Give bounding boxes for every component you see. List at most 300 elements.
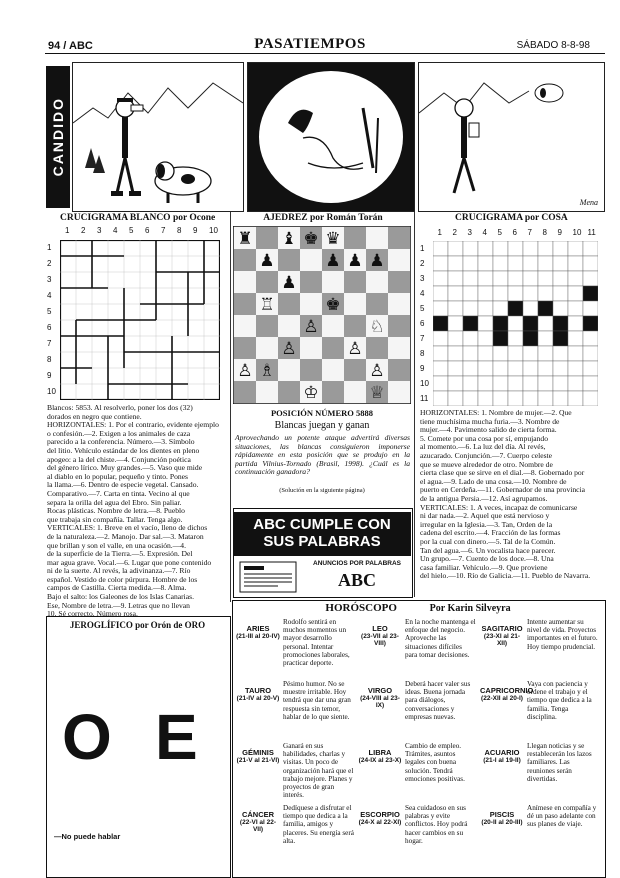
crossword-row-number: 5	[47, 307, 52, 316]
crossword-cell[interactable]	[478, 286, 493, 301]
crossword-cell[interactable]	[433, 301, 448, 316]
crossword-cell[interactable]	[538, 376, 553, 391]
crossword-cell[interactable]	[568, 361, 583, 376]
crossword-row-number: 11	[420, 393, 429, 403]
chess-square-dark[interactable]	[256, 271, 278, 293]
sign-dates: (21-IV al 20-V)	[236, 695, 280, 702]
chess-piece[interactable]: ♚	[325, 295, 341, 316]
sign-name: CÁNCER	[241, 810, 275, 819]
chess-square-dark[interactable]	[234, 293, 256, 315]
chess-square-light[interactable]	[388, 337, 410, 359]
crossword-cell[interactable]	[463, 376, 478, 391]
crossword-cell[interactable]	[463, 241, 478, 256]
sign-forecast: Anímese en compañía y dé un paso adelante con sus planes de viaje.	[527, 804, 597, 829]
chess-square-dark[interactable]	[344, 359, 366, 381]
clue-line: campos de Castilla. Cierta medida.—8. Alma.	[47, 583, 187, 593]
crossword-cell[interactable]	[448, 346, 463, 361]
crossword-cell[interactable]	[583, 346, 598, 361]
sign-heading	[358, 804, 402, 864]
crossword-row-number: 1	[420, 243, 425, 253]
crossword-cell[interactable]	[478, 256, 493, 271]
crossword-cell[interactable]	[583, 271, 598, 286]
chess-square-light[interactable]	[366, 271, 388, 293]
crossword-cell[interactable]	[433, 391, 448, 406]
clue-line: Rocas plásticas. Nombre de letra.—8. Pueblo	[47, 506, 185, 516]
crossword-cell[interactable]	[463, 256, 478, 271]
chess-square-dark[interactable]	[278, 293, 300, 315]
chess-square-light[interactable]	[344, 293, 366, 315]
comic-panel-3	[418, 62, 605, 212]
crossword-cell[interactable]	[478, 331, 493, 346]
abc-ad-tag: ANUNCIOS POR PALABRAS	[313, 560, 401, 567]
clue-line: 10. Sé correcto. Número rosa.	[47, 609, 138, 619]
crossword-row-number: 5	[420, 303, 425, 313]
chess-square-light[interactable]	[300, 293, 322, 315]
crossword-left-clues	[47, 404, 228, 619]
sign-dates: (22-XII al 20-I)	[481, 695, 523, 702]
crossword-cell[interactable]	[508, 376, 523, 391]
chess-square-light[interactable]	[300, 249, 322, 271]
chess-square-dark[interactable]	[234, 249, 256, 271]
clue-line: Un grupo.—7. Cuento de los doce.—8. Una	[420, 554, 554, 564]
crossword-row-number: 4	[47, 291, 52, 300]
chess-square-light[interactable]	[256, 381, 278, 403]
crossword-row-number: 2	[420, 258, 425, 268]
crossword-cell[interactable]	[433, 361, 448, 376]
crossword-cell[interactable]	[538, 361, 553, 376]
jeroglifico-letter-2: E	[155, 701, 198, 773]
crossword-cell[interactable]	[523, 301, 538, 316]
clue-line: separa la orilla del agua del Ebro. Sin paliar.	[47, 497, 182, 507]
comic-panel-2	[247, 62, 415, 212]
clue-line: español. Vestido de color púrpura. Hombre de los	[47, 574, 198, 584]
crossword-cell[interactable]	[448, 256, 463, 271]
crossword-row-number: 1	[47, 243, 52, 252]
crossword-cell[interactable]	[433, 256, 448, 271]
horoscope-sign-aries	[236, 618, 354, 678]
crossword-cell[interactable]	[493, 301, 508, 316]
sign-heading	[236, 804, 280, 864]
crossword-left-col-numbers	[60, 226, 220, 236]
chess-piece[interactable]: ♝	[281, 229, 297, 250]
crossword-cell[interactable]	[583, 331, 598, 346]
issue-date: SÁBADO 8-8-98	[516, 40, 590, 51]
crossword-cell[interactable]	[478, 361, 493, 376]
abc-ad-headline-line-1: ABC CUMPLE CON	[253, 516, 391, 533]
clue-line: el agua.—9. Lado de una cosa.—10. Nombre de	[420, 476, 567, 486]
crossword-cell[interactable]	[448, 241, 463, 256]
clue-line: Tan del agua.—6. Un vocalista hace parecer.	[420, 545, 556, 555]
crossword-cell[interactable]	[568, 241, 583, 256]
sign-name: LIBRA	[368, 748, 392, 757]
crossword-cell[interactable]	[463, 361, 478, 376]
crossword-cell[interactable]	[523, 346, 538, 361]
horoscope-sign-leo	[358, 618, 476, 678]
crossword-cell[interactable]	[448, 331, 463, 346]
chess-piece[interactable]: ♙	[369, 361, 385, 382]
chess-square-dark[interactable]	[388, 315, 410, 337]
crossword-cell[interactable]	[448, 361, 463, 376]
crossword-black-cell	[523, 331, 538, 346]
sign-dates: (21-V al 21-VI)	[236, 757, 280, 764]
crossword-cell[interactable]	[493, 241, 508, 256]
crossword-black-cell	[583, 286, 598, 301]
crossword-cell[interactable]	[508, 361, 523, 376]
chess-piece[interactable]: ♛	[325, 229, 341, 250]
crossword-cell[interactable]	[568, 301, 583, 316]
crossword-col-number: 7	[527, 228, 532, 237]
crossword-cell[interactable]	[448, 301, 463, 316]
crossword-cell[interactable]	[538, 286, 553, 301]
chess-square-dark[interactable]	[366, 293, 388, 315]
horoscope-sign-virgo	[358, 680, 476, 740]
clue-line: Ese, Nombre de letra.—9. Letras que no llevan	[47, 600, 190, 610]
crossword-cell[interactable]	[478, 376, 493, 391]
clue-line: VERTICALES: 1. A veces, incapaz de comunicarse	[420, 502, 578, 512]
sign-heading	[358, 618, 402, 678]
crossword-row-number: 3	[47, 275, 52, 284]
crossword-cell[interactable]	[463, 271, 478, 286]
crossword-cell[interactable]	[583, 256, 598, 271]
crossword-cell[interactable]	[493, 346, 508, 361]
crossword-col-number: 3	[467, 228, 472, 237]
sign-name: TAURO	[244, 686, 272, 695]
chess-square-light[interactable]	[278, 315, 300, 337]
chess-square-light[interactable]	[300, 337, 322, 359]
crossword-cell[interactable]	[538, 346, 553, 361]
sign-heading	[480, 680, 534, 740]
sign-dates: (20-II al 20-III)	[481, 819, 523, 826]
crossword-cell[interactable]	[568, 391, 583, 406]
crossword-row-number: 3	[420, 273, 425, 283]
chess-square-light[interactable]	[278, 359, 300, 381]
crossword-col-number: 8	[542, 228, 547, 237]
clue-line: de la antigua Persia.—12. Así agrupamos.	[420, 493, 548, 503]
chess-square-light[interactable]	[234, 271, 256, 293]
sign-name: GÉMINIS	[242, 748, 274, 757]
clue-line: cierta clase que se sirve en el dial.—8. Gobernado por	[420, 468, 585, 478]
crossword-cell[interactable]	[553, 286, 568, 301]
crossword-cell[interactable]	[463, 346, 478, 361]
clue-line: que brillan y son el valle, en una ocasión.—4.	[47, 540, 186, 550]
newspaper-icon	[238, 560, 298, 594]
crossword-cell[interactable]	[478, 271, 493, 286]
crossword-cell[interactable]	[493, 391, 508, 406]
crossword-col-number: 1	[65, 226, 70, 235]
chess-square-light[interactable]	[388, 293, 410, 315]
crossword-row-number: 2	[47, 259, 52, 268]
crossword-cell[interactable]	[433, 241, 448, 256]
crossword-cell[interactable]	[523, 391, 538, 406]
crossword-cell[interactable]	[508, 256, 523, 271]
sign-heading	[236, 618, 280, 678]
crossword-cell[interactable]	[568, 316, 583, 331]
crossword-cell[interactable]	[538, 256, 553, 271]
abc-ad-headline-line-2: SUS PALABRAS	[263, 533, 381, 550]
clue-line: apogeo: a la del chiste.—4. Conjunción poética	[47, 454, 191, 464]
crossword-cell[interactable]	[463, 301, 478, 316]
crossword-cell[interactable]	[523, 256, 538, 271]
crossword-cell[interactable]	[493, 286, 508, 301]
crossword-col-number: 4	[482, 228, 487, 237]
crossword-cell[interactable]	[433, 286, 448, 301]
crossword-cell[interactable]	[508, 286, 523, 301]
crossword-cell[interactable]	[523, 241, 538, 256]
crossword-cell[interactable]	[538, 241, 553, 256]
crossword-cell[interactable]	[553, 301, 568, 316]
chess-square-dark[interactable]	[300, 271, 322, 293]
chess-board	[233, 226, 411, 404]
crossword-cell[interactable]	[508, 271, 523, 286]
crossword-cell[interactable]	[433, 331, 448, 346]
crossword-cell[interactable]	[523, 361, 538, 376]
chess-piece[interactable]: ♘	[369, 317, 385, 338]
crossword-cell[interactable]	[478, 391, 493, 406]
crossword-cell[interactable]	[493, 376, 508, 391]
horoscope-sign-piscis	[480, 804, 598, 864]
sign-heading	[358, 742, 402, 802]
crossword-cell[interactable]	[568, 331, 583, 346]
chess-square-dark[interactable]	[256, 227, 278, 249]
crossword-cell[interactable]	[493, 361, 508, 376]
chess-piece[interactable]: ♙	[303, 317, 319, 338]
crossword-cell[interactable]	[538, 391, 553, 406]
horoscope-title: HORÓSCOPO	[325, 602, 397, 614]
crossword-cell[interactable]	[478, 301, 493, 316]
chess-piece[interactable]: ♙	[237, 361, 253, 382]
comic-signature: Mena	[579, 198, 598, 207]
crossword-right-clues	[420, 409, 603, 581]
chess-piece[interactable]: ♟	[281, 273, 297, 294]
chess-piece[interactable]: ♚	[303, 229, 319, 250]
crossword-row-number: 7	[420, 333, 425, 343]
clue-line: dorados en negro que contiene.	[47, 411, 142, 421]
abc-ad-headline	[233, 512, 411, 556]
sign-name: ACUARIO	[484, 748, 520, 757]
crossword-cell[interactable]	[508, 241, 523, 256]
crossword-row-number: 10	[47, 387, 56, 396]
crossword-cell[interactable]	[553, 391, 568, 406]
chess-piece[interactable]: ♙	[281, 339, 297, 360]
sign-dates: (22-VI al 22-VII)	[239, 819, 277, 833]
crossword-cell[interactable]	[568, 256, 583, 271]
crossword-col-number: 7	[161, 226, 166, 235]
clue-line: HORIZONTALES: 1. Por el contrario, evidente ejemplo	[47, 420, 219, 430]
crossword-cell[interactable]	[523, 286, 538, 301]
crossword-cell[interactable]	[583, 241, 598, 256]
sign-name: PISCIS	[489, 810, 515, 819]
crossword-col-number: 6	[512, 228, 517, 237]
crossword-cell[interactable]	[448, 391, 463, 406]
crossword-cell[interactable]	[583, 391, 598, 406]
chess-square-light[interactable]	[256, 337, 278, 359]
crossword-cell[interactable]	[538, 316, 553, 331]
clue-line: Blancos: 5853. Al resolverlo, poner los dos (32)	[47, 403, 193, 412]
crossword-cell[interactable]	[478, 346, 493, 361]
sign-heading	[480, 804, 524, 864]
chess-square-dark[interactable]	[300, 359, 322, 381]
chess-square-light[interactable]	[366, 227, 388, 249]
crossword-black-cell	[508, 301, 523, 316]
chess-piece[interactable]: ♙	[347, 339, 363, 360]
crossword-cell[interactable]	[448, 316, 463, 331]
crossword-cell[interactable]	[433, 376, 448, 391]
chess-square-dark[interactable]	[344, 315, 366, 337]
comic-panel-1	[72, 62, 244, 212]
crossword-cell[interactable]	[553, 241, 568, 256]
crossword-cell[interactable]	[553, 361, 568, 376]
crossword-cell[interactable]	[463, 286, 478, 301]
chess-piece[interactable]: ♟	[259, 251, 275, 272]
sign-heading	[236, 680, 280, 740]
sign-name: VIRGO	[367, 686, 393, 695]
clue-line: del hielo.—10. Río de Galicia.—11. Pueblo de Navarra.	[420, 571, 591, 581]
clue-line: de la superficie de la Tierra.—5. Expresión. Del	[47, 549, 193, 559]
clue-line: Bajo el salto: los Galeones de los Islas Canarias.	[47, 592, 194, 602]
crossword-cell[interactable]	[508, 346, 523, 361]
chess-square-dark[interactable]	[388, 359, 410, 381]
chess-square-dark[interactable]	[278, 381, 300, 403]
chess-piece[interactable]: ♟	[347, 251, 363, 272]
comic-panel-2-drawing	[248, 63, 414, 211]
crossword-cell[interactable]	[583, 361, 598, 376]
crossword-cell[interactable]	[478, 241, 493, 256]
crossword-cell[interactable]	[508, 316, 523, 331]
crossword-cell[interactable]	[568, 376, 583, 391]
chess-square-dark[interactable]	[388, 271, 410, 293]
chess-square-dark[interactable]	[234, 381, 256, 403]
sign-name: CAPRICORNIO	[480, 686, 534, 695]
crossword-cell[interactable]	[493, 271, 508, 286]
crossword-cell[interactable]	[433, 346, 448, 361]
chess-square-light[interactable]	[388, 381, 410, 403]
clue-line: que trabaja sin compañía. Tallar. Tenga algo.	[47, 514, 183, 524]
jeroglifico-hint: —No puede hablar	[54, 832, 121, 841]
chess-caption: Blancas juegan y ganan	[274, 420, 370, 431]
sign-forecast: En la noche mantenga el enfoque del negocio. Aproveche las situaciones difíciles para tomar decisiones.	[405, 618, 476, 659]
crossword-cell[interactable]	[508, 391, 523, 406]
chess-square-light[interactable]	[322, 359, 344, 381]
chess-piece[interactable]: ♖	[259, 295, 275, 316]
sign-forecast: Cambio de empleo. Trámites, asuntos legales con buena solución. Tendrá emociones positivas.	[405, 742, 465, 783]
horoscope-sign-capricornio	[480, 680, 598, 740]
crossword-cell[interactable]	[538, 331, 553, 346]
chess-square-dark[interactable]	[322, 381, 344, 403]
crossword-cell[interactable]	[538, 271, 553, 286]
column-divider-left	[230, 212, 231, 602]
horoscope-header	[236, 602, 600, 614]
chess-square-dark[interactable]	[388, 227, 410, 249]
clue-line: VERTICALES: 1. Breve en el vacío, lleno de dichos	[47, 523, 208, 533]
crossword-cell[interactable]	[523, 376, 538, 391]
chess-square-light[interactable]	[344, 381, 366, 403]
chess-square-dark[interactable]	[278, 249, 300, 271]
crossword-col-number: 5	[497, 228, 502, 237]
crossword-col-number: 10	[572, 228, 582, 237]
crossword-right-grid	[433, 241, 598, 406]
crossword-black-cell	[553, 331, 568, 346]
horoscope-signs	[236, 618, 602, 874]
crossword-left-row-numbers	[47, 240, 57, 400]
crossword-black-cell	[463, 316, 478, 331]
chess-square-light[interactable]	[234, 315, 256, 337]
chess-piece[interactable]: ♟	[369, 251, 385, 272]
abc-ad-brand: ABC	[337, 570, 376, 590]
crossword-col-number: 9	[557, 228, 562, 237]
crossword-col-number: 11	[587, 228, 596, 237]
horoscope-author: Por Karin Silveyra	[429, 603, 511, 614]
crossword-cell[interactable]	[448, 286, 463, 301]
crossword-cell[interactable]	[463, 331, 478, 346]
crossword-cell[interactable]	[553, 346, 568, 361]
chess-piece[interactable]: ♗	[259, 361, 275, 382]
sign-dates: (23-XI al 21-XII)	[483, 633, 521, 647]
crossword-black-cell	[553, 316, 568, 331]
crossword-row-number: 9	[420, 363, 425, 373]
chess-piece[interactable]: ♕	[369, 383, 385, 404]
crossword-cell[interactable]	[553, 376, 568, 391]
clue-line: del litio. Vehículo estándar de los dientes en pleno	[47, 445, 200, 455]
clue-line: parecido a la conferencia. Número.—3. Símbolo	[47, 437, 195, 447]
crossword-cell[interactable]	[463, 391, 478, 406]
chess-square-dark[interactable]	[234, 337, 256, 359]
crossword-cell[interactable]	[478, 316, 493, 331]
crossword-left-grid	[60, 240, 220, 400]
crossword-cell[interactable]	[568, 346, 583, 361]
crossword-cell[interactable]	[493, 256, 508, 271]
chess-square-dark[interactable]	[322, 337, 344, 359]
chess-square-light[interactable]	[388, 249, 410, 271]
crossword-cell[interactable]	[583, 376, 598, 391]
crossword-cell[interactable]	[568, 286, 583, 301]
crossword-cell[interactable]	[553, 271, 568, 286]
crossword-black-cell	[493, 331, 508, 346]
crossword-cell[interactable]	[583, 301, 598, 316]
sign-forecast: Rodolfo sentirá en muchos momentos un mayor desarrollo personal. Intentar promociones laborales, practicar deporte.	[283, 618, 350, 668]
jeroglifico-letter-1: O	[62, 701, 112, 773]
chess-piece[interactable]: ♔	[303, 383, 319, 404]
chess-square-light[interactable]	[322, 271, 344, 293]
crossword-cell[interactable]	[433, 271, 448, 286]
section-title: PASATIEMPOS	[254, 36, 366, 52]
sign-forecast: Ganará en sus habilidades, charlas y visitas. Un poco de organización hará que el trabajo mejore. Planes y proyectos de gran interés.	[283, 742, 354, 800]
crossword-cell[interactable]	[448, 271, 463, 286]
chess-square-light[interactable]	[322, 315, 344, 337]
sign-name: ARIES	[246, 624, 270, 633]
crossword-row-number: 10	[420, 378, 429, 388]
crossword-right-title: CRUCIGRAMA por COSA	[455, 213, 568, 223]
crossword-cell[interactable]	[568, 271, 583, 286]
sign-forecast: Vaya con paciencia y ordene el trabajo y el tiempo que dedica a la familia. Tenga disciplina.	[527, 680, 592, 721]
clue-line: cadena del escrito.—4. Fracción de las formas	[420, 528, 561, 538]
sign-heading	[236, 742, 280, 802]
page-number: 94 / ABC	[48, 40, 93, 52]
horoscope-sign-libra	[358, 742, 476, 802]
chess-square-dark[interactable]	[366, 337, 388, 359]
crossword-cell[interactable]	[523, 271, 538, 286]
clue-line: del género lírico. Muy grandes.—5. Vaso que mide	[47, 463, 203, 473]
chess-piece[interactable]: ♟	[325, 251, 341, 272]
chess-piece[interactable]: ♜	[237, 229, 253, 250]
chess-square-dark[interactable]	[344, 227, 366, 249]
crossword-cell[interactable]	[553, 256, 568, 271]
sign-forecast: Sea cuidadoso en sus palabras y evite conflictos. Hoy podrá hacer cambios en su hogar.	[405, 804, 468, 845]
sign-heading	[358, 680, 402, 740]
crossword-cell[interactable]	[508, 331, 523, 346]
chess-square-dark[interactable]	[256, 315, 278, 337]
chess-square-dark[interactable]	[344, 271, 366, 293]
crossword-cell[interactable]	[448, 376, 463, 391]
